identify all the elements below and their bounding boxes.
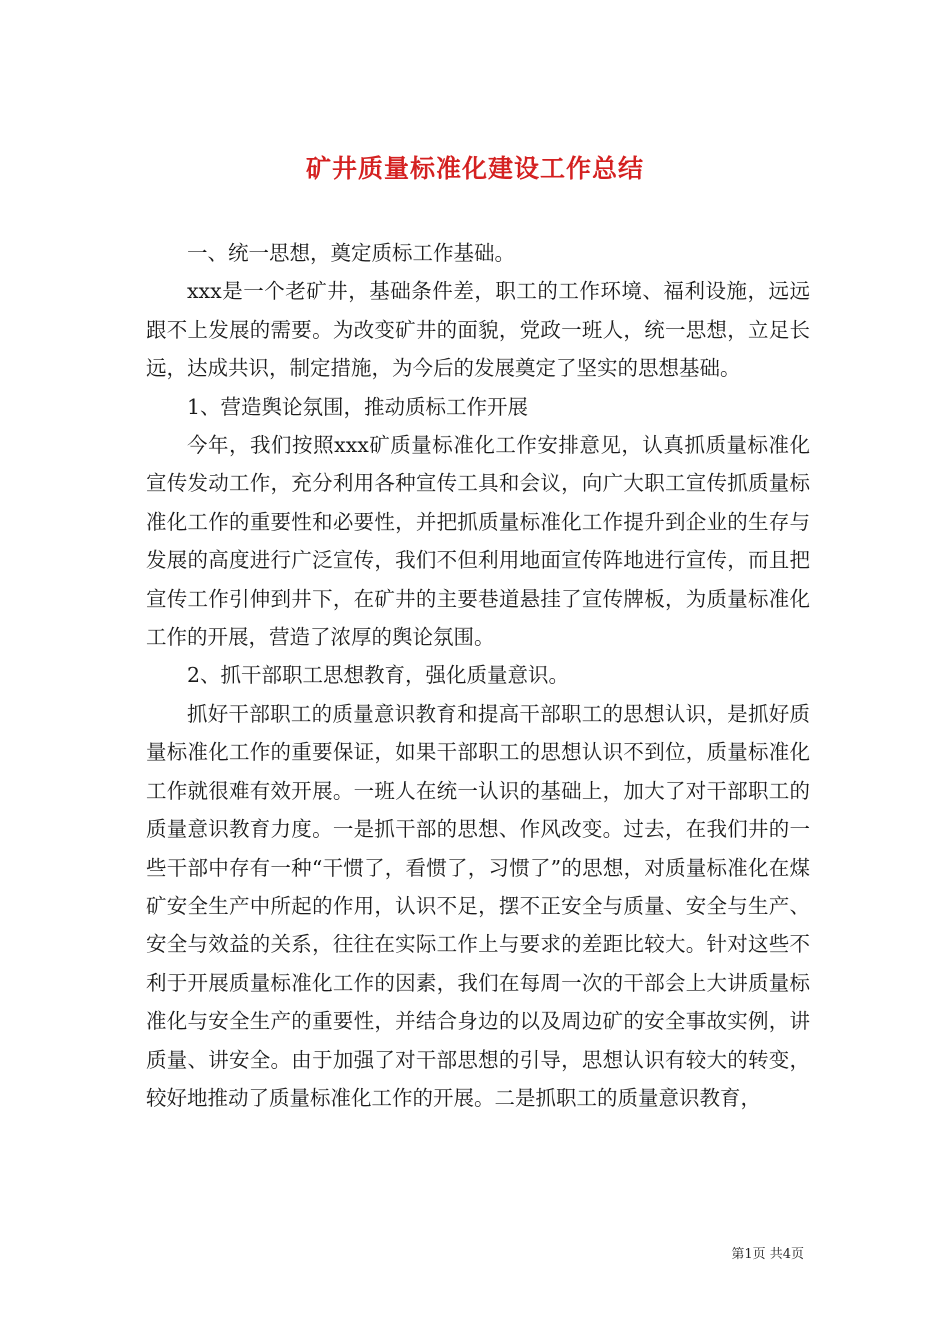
document-body bbox=[146, 234, 810, 1117]
subsection-heading-2: 2、抓干部职工思想教育，强化质量意识。 bbox=[187, 663, 570, 688]
paragraph-education: 抓好干部职工的质量意识教育和提高干部职工的思想认识，是抓好质量标准化工作的重要保证，如果干部职工的思想认识不到位，质量标准化工作就很难有效开展。一班人在统一认识的基础上，加大了对干部职工的质量意识教育力度。一是抓干部的思想、作风改变。过去，在我们井的一些干部中存有一种“干惯了，看惯了，习惯了”的思想，对质量标准化在煤矿安全生产中所起的作用，认识不足，摆不正安全与质量、安全与生产、安全与效益的关系，往往在实际工作上与要求的差距比较大。针对这些不利于开展质量标准化工作的因素，我们在每周一次的干部会上大讲质量标准化与安全生产的重要性，并结合身边的以及周边矿的安全事故实例，讲质量、讲安全。由于加强了对干部思想的引导，思想认识有较大的转变，较好地推动了质量标准化工作的开展。二是抓职工的质量意识教育， bbox=[146, 701, 810, 1110]
document-title: 矿井质量标准化建设工作总结 bbox=[305, 153, 644, 183]
section-heading-1: 一、统一思想，奠定质标工作基础。 bbox=[187, 241, 515, 265]
subsection-heading-1: 1、营造舆论氛围，推动质标工作开展 bbox=[187, 394, 529, 419]
paragraph-intro: xxx是一个老矿井，基础条件差，职工的工作环境、福利设施，远远跟不上发展的需要。为改变矿井的面貌，党政一班人，统一思想，立足长远，达成共识，制定措施，为今后的发展奠定了坚实的思想基础。 bbox=[146, 279, 810, 381]
paragraph-publicity: 今年，我们按照xxx矿质量标准化工作安排意见，认真抓质量标准化宣传发动工作，充分利用各种宣传工具和会议，向广大职工宣传抓质量标准化工作的重要性和必要性，并把抓质量标准化工作提升到企业的生存与发展的高度进行广泛宣传，我们不但利用地面宣传阵地进行宣传，而且把宣传工作引伸到井下，在矿井的主要巷道悬挂了宣传牌板，为质量标准化工作的开展，营造了浓厚的舆论氛围。 bbox=[146, 433, 810, 650]
page-number: 第1页 共4页 bbox=[731, 1247, 804, 1262]
